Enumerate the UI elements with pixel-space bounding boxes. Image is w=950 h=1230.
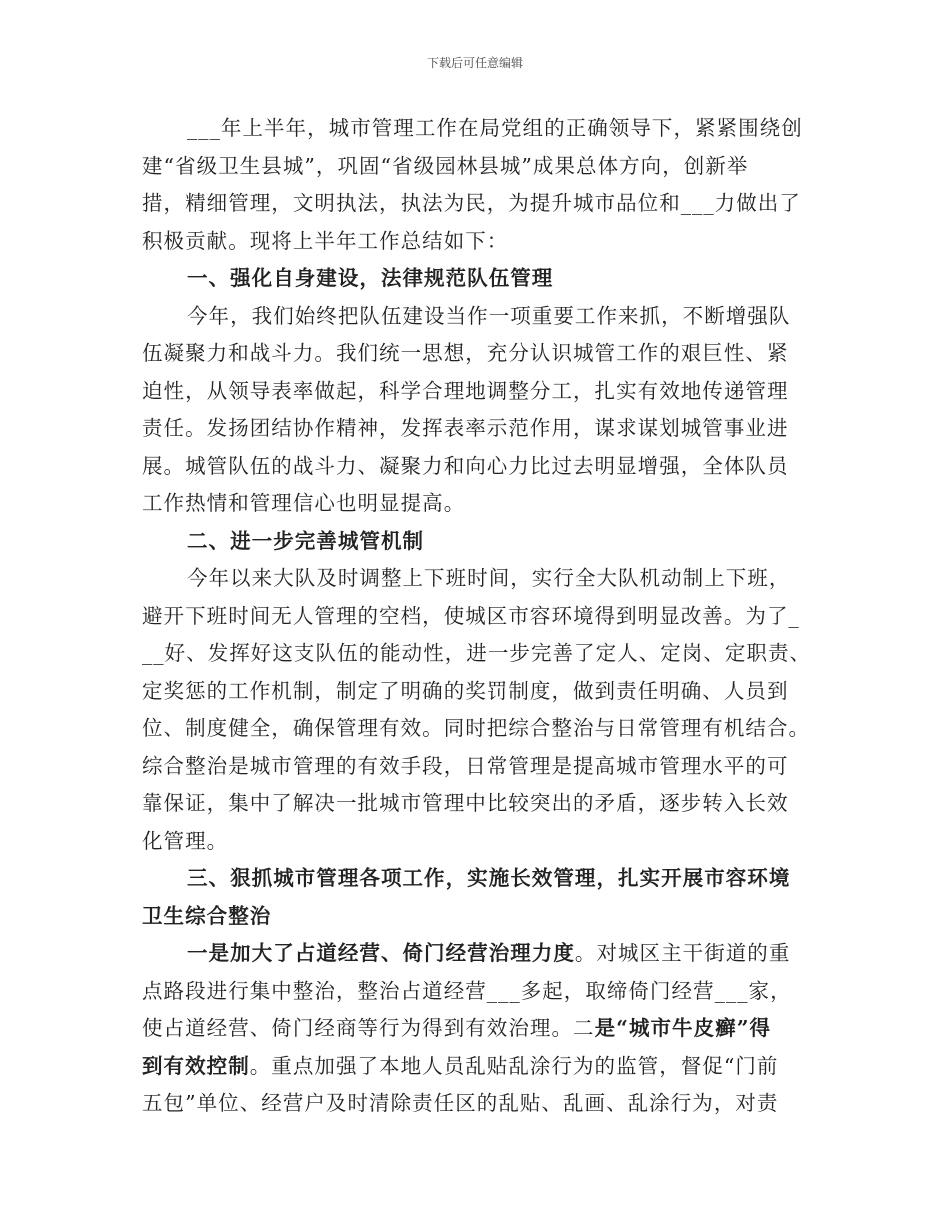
paragraph-line: 积极贡献。现将上半年工作总结如下： <box>142 228 509 253</box>
paragraph-line <box>142 1048 832 1086</box>
document-body <box>142 110 832 1123</box>
paragraph-line: 迫性，从领导表率做起，科学合理地调整分工，扎实有效地传递管理 <box>142 378 789 403</box>
section-heading-line: 一、强化自身建设，法律规范队伍管理 <box>187 266 554 290</box>
line-text: 。重点加强了本地人员乱贴乱涂行为的监管，督促“门前 <box>249 1053 779 1078</box>
paragraph-line: 点路段进行集中整治，整治占道经营___多起，取缔倚门经营___家， <box>142 978 792 1003</box>
section-heading-line: 三、狠抓城市管理各项工作，实施长效管理，扎实开展市容环境 <box>187 866 791 890</box>
bold-phrase: 到有效控制 <box>142 1053 250 1078</box>
page-header: 下载后可任意编辑 <box>426 56 523 70</box>
paragraph-line: 展。城管队伍的战斗力、凝聚力和向心力比过去明显增强，全体队员 <box>142 453 789 478</box>
paragraph-line: 化管理。 <box>142 828 229 853</box>
paragraph-line: 靠保证，集中了解决一批城市管理中比较突出的矛盾，逐步转入长效 <box>142 791 789 815</box>
paragraph-line: 定奖惩的工作机制，制定了明确的奖罚制度，做到责任明确、人员到 <box>142 678 789 703</box>
paragraph-line: 伍凝聚力和战斗力。我们统一思想，充分认识城管工作的艰巨性、紧 <box>142 341 789 365</box>
paragraph-line <box>142 1010 832 1048</box>
paragraph-line: 今年，我们始终把队伍建设当作一项重要工作来抓，不断增强队 <box>187 303 791 328</box>
paragraph-line: __好、发挥好这支队伍的能动性，进一步完善了定人、定岗、定职责、 <box>142 641 812 665</box>
paragraph-line: 责任。发扬团结协作精神，发挥表率示范作用，谋求谋划城管事业进 <box>142 416 789 440</box>
paragraph-line: 综合整治是城市管理的有效手段，日常管理是提高城市管理水平的可 <box>142 753 789 778</box>
paragraph-line: 位、制度健全，确保管理有效。同时把综合整治与日常管理有机结合。 <box>142 716 811 740</box>
paragraph-line: 工作热情和管理信心也明显提高。 <box>142 491 466 515</box>
section-heading-line: 二、进一步完善城管机制 <box>187 528 425 553</box>
line-text: 。对城区主干街道的重 <box>574 941 791 965</box>
paragraph-line: ___年上半年，城市管理工作在局党组的正确领导下，紧紧围绕创 <box>187 116 803 140</box>
bold-phrase: 是“城市牛皮癣”得 <box>594 1016 772 1040</box>
paragraph-line: 避开下班时间无人管理的空档，使城区市容环境得到明显改善。为了_ <box>142 603 800 628</box>
paragraph-line: 五包”单位、经营户及时清除责任区的乱贴、乱画、乱涂行为，对责 <box>142 1091 779 1115</box>
paragraph-line <box>142 935 832 973</box>
section-heading-line: 卫生综合整治 <box>142 903 272 928</box>
paragraph-line: 今年以来大队及时调整上下班时间，实行全大队机动制上下班， <box>187 566 791 590</box>
bold-phrase: 一是加大了占道经营、倚门经营治理力度 <box>187 941 575 965</box>
line-text: 使占道经营、倚门经商等行为得到有效治理。二 <box>142 1016 595 1040</box>
paragraph-line: 措，精细管理，文明执法，执法为民，为提升城市品位和___力做出了 <box>142 191 801 215</box>
paragraph-line: 建“省级卫生县城”，巩固“省级园林县城”成果总体方向，创新举 <box>142 153 749 178</box>
